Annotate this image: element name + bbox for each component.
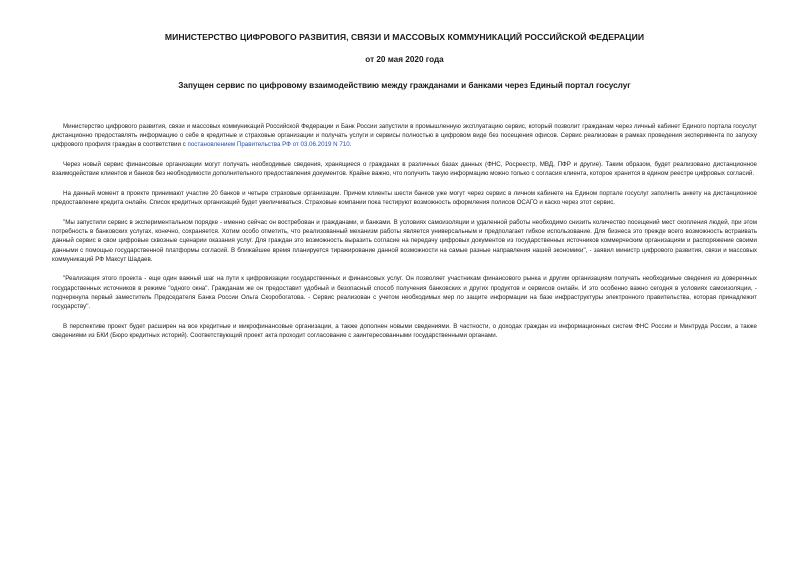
document-date: от 20 мая 2020 года [365,55,444,64]
document-body [52,122,757,340]
paragraph-4-minister-quote: "Мы запустили сервис в экспериментальном порядке - именно сейчас он востребован и гражданами, и банками. В условиях самоизоляции и удаленной работы необходимо снизить количество посещений мест скопления людей, при этом потребность в банковских услугах, конечно, сохраняется. Хотим особо отметить, что реализованный механизм работы является универсальным и предполагает гибкое использование. Для бизнеса это прежде всего возможность встраивать данный сервис в свои цифровые сквозные сценарии оказания услуг. Для граждан это возможность выразить согласие на передачу цифровых документов из государственных источников коммерческим организациям и распоряжение своими данными с помощью государственной платформы согласий. В ближайшее время планируется тиражирование данной возможности на самые разные направления нашей экономики", - заявил министр цифрового развития, связи и массовых коммуникаций РФ Максут Шадаев. [52,218,757,263]
document-page [52,32,757,351]
paragraph-2: Через новый сервис финансовые организации могут получать необходимые сведения, хранящиеся о гражданах в различных базах данных (ФНС, Росреестр, МВД, ПФР и другие). Таким образом, будет реализовано дистанционное взаимодействие клиентов и банков без необходимости дополнительного предоставления документов. Крайне важно, что получить такую информацию можно только с согласия клиента, которое хранится в едином реестре цифровых согласий. [52,161,757,178]
paragraph-tail: . [349,141,352,149]
paragraph-3: На данный момент в проекте принимают участие 20 банков и четыре страховые организации. Причем клиенты шести банков уже могут через сервис в личном кабинете на Едином портале госуслуг заполнить анкету на дистанционное предоставление кредита онлайн. Список кредитных организаций будет увеличиваться. Страховые компании пока тестируют возможность оформления полисов ОСАГО и каско через этот сервис. [52,190,757,207]
paragraph-1 [52,122,757,150]
ministry-title: МИНИСТЕРСТВО ЦИФРОВОГО РАЗВИТИЯ, СВЯЗИ И МАССОВЫХ КОММУНИКАЦИЙ РОССИЙСКОЙ ФЕДЕРАЦИИ [164,32,645,42]
news-headline: Запущен сервис по цифровому взаимодействию между гражданами и банками через Единый портал госуслуг [178,81,631,90]
paragraph-text: Министерство цифрового развития, связи и массовых коммуникаций Российской Федерации и Банк России запустили в промышленную эксплуатацию сервис, который позволит гражданам через личный кабинет Единого портала госуслуг дистанционно предоставлять информацию о себе в кредитные и страховые организации и получать услуги и сервисы полностью в цифровом виде без посещения офисов. Сервис реализован в рамках проведения эксперимента по запуску цифрового профиля граждан в соответствии с [52,123,757,149]
government-resolution-link[interactable]: постановлением Правительства РФ от 03.06.2019 N 710 [187,141,350,149]
paragraph-6: В перспективе проект будет расширен на все кредитные и микрофинансовые организации, а также дополнен новыми сведениями. В частности, о доходах граждан из информационных систем ФНС России и Минтруда России, а также сведениями из БКИ (Бюро кредитных историй). Соответствующий проект акта проходит согласование с заинтересованными государственными органами. [52,322,757,339]
paragraph-5-central-bank-quote: "Реализация этого проекта - еще один важный шаг на пути к цифровизации государственных и финансовых услуг. Он позволяет участникам финансового рынка и другим организациям получать необходимые сведения из доверенных государственных источников в режиме "одного окна". Гражданам же он предоставит удобный и безопасный способ получения банковских и других продуктов и сервисов онлайн. И это особенно важно сегодня в условиях самоизоляции, - подчеркнула первый заместитель Председателя Банка России Ольга Скоробогатова. - Сервис реализован с учетом необходимых мер по защите информации на базе инфраструктуры электронного правительства, которая принадлежит государству". [52,275,757,311]
